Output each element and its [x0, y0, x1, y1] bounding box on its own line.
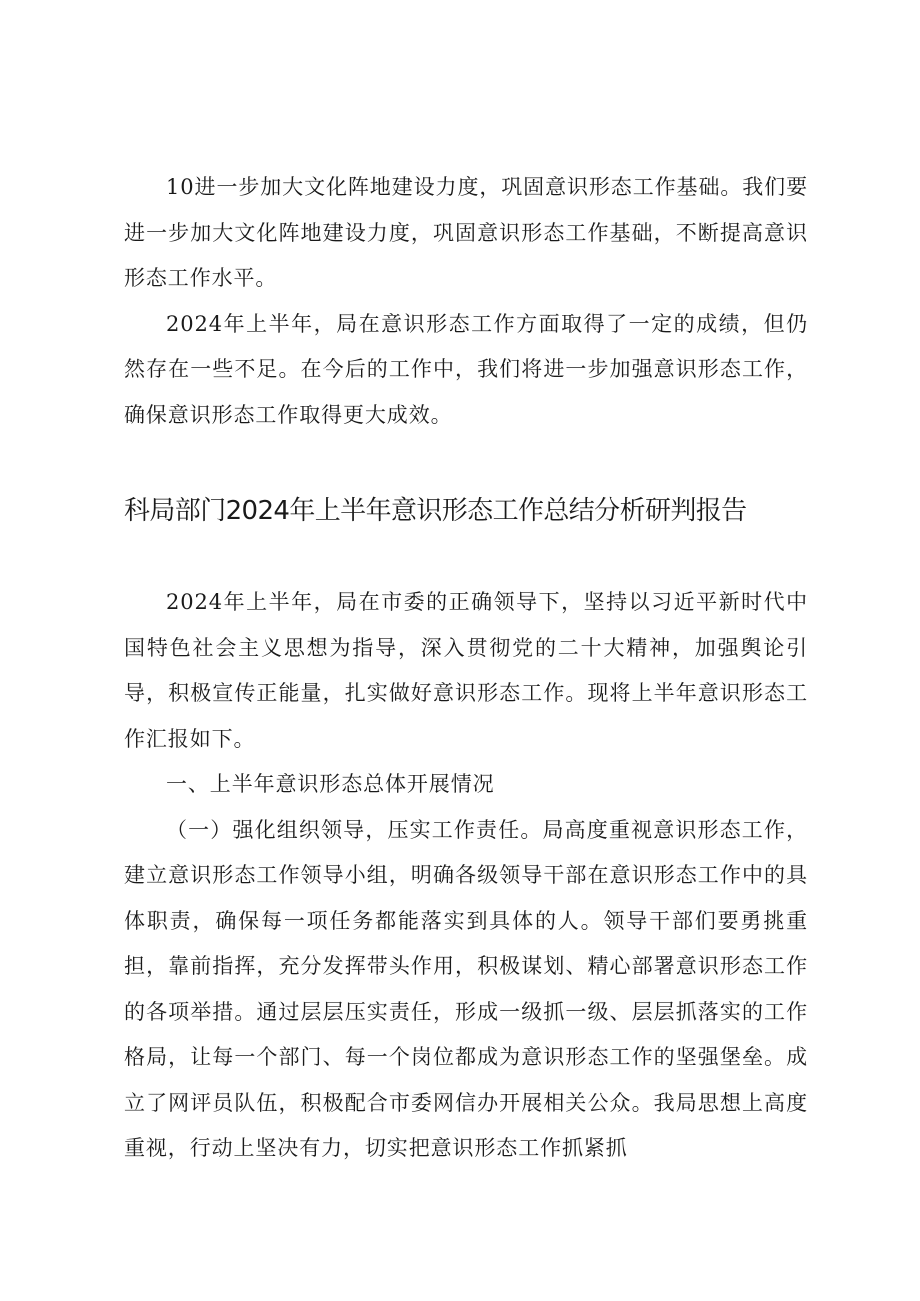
report-title: 科局部门2024年上半年意识形态工作总结分析研判报告	[124, 496, 747, 526]
section-heading: 一、上半年意识形态总体开展情况	[166, 772, 495, 796]
report-body	[124, 580, 808, 1172]
intro-paragraph-2: 2024年上半年，局在意识形态工作方面取得了一定的成绩，但仍然存在一些不足。在今后的工作中，我们将进一步加强意识形态工作，确保意识形态工作取得更大成效。	[124, 311, 808, 427]
subsection-paragraph: （一）强化组织领导，压实工作责任。局高度重视意识形态工作，建立意识形态工作领导小组，明确各级领导干部在意识形态工作中的具体职责，确保每一项任务都能落实到具体的人。领导干部们要勇挑重担，靠前指挥，充分发挥带头作用，积极谋划、精心部署意识形态工作的各项举措。通过层层压实责任，形成一级抓一级、层层抓落实的工作格局，让每一个部门、每一个岗位都成为意识形态工作的坚强堡垒。成立了网评员队伍，积极配合市委网信办开展相关公众。我局思想上高度重视，行动上坚决有力，切实把意识形态工作抓紧抓	[124, 817, 808, 1160]
intro-section	[124, 165, 808, 438]
intro-paragraph-1: 10进一步加大文化阵地建设力度，巩固意识形态工作基础。我们要进一步加大文化阵地建设力度，巩固意识形态工作基础，不断提高意识形态工作水平。	[124, 175, 808, 290]
report-opening-paragraph: 2024年上半年，局在市委的正确领导下，坚持以习近平新时代中国特色社会主义思想为指导，深入贯彻党的二十大精神，加强舆论引导，积极宣传正能量，扎实做好意识形态工作。现将上半年意识形态工作汇报如下。	[124, 590, 808, 751]
